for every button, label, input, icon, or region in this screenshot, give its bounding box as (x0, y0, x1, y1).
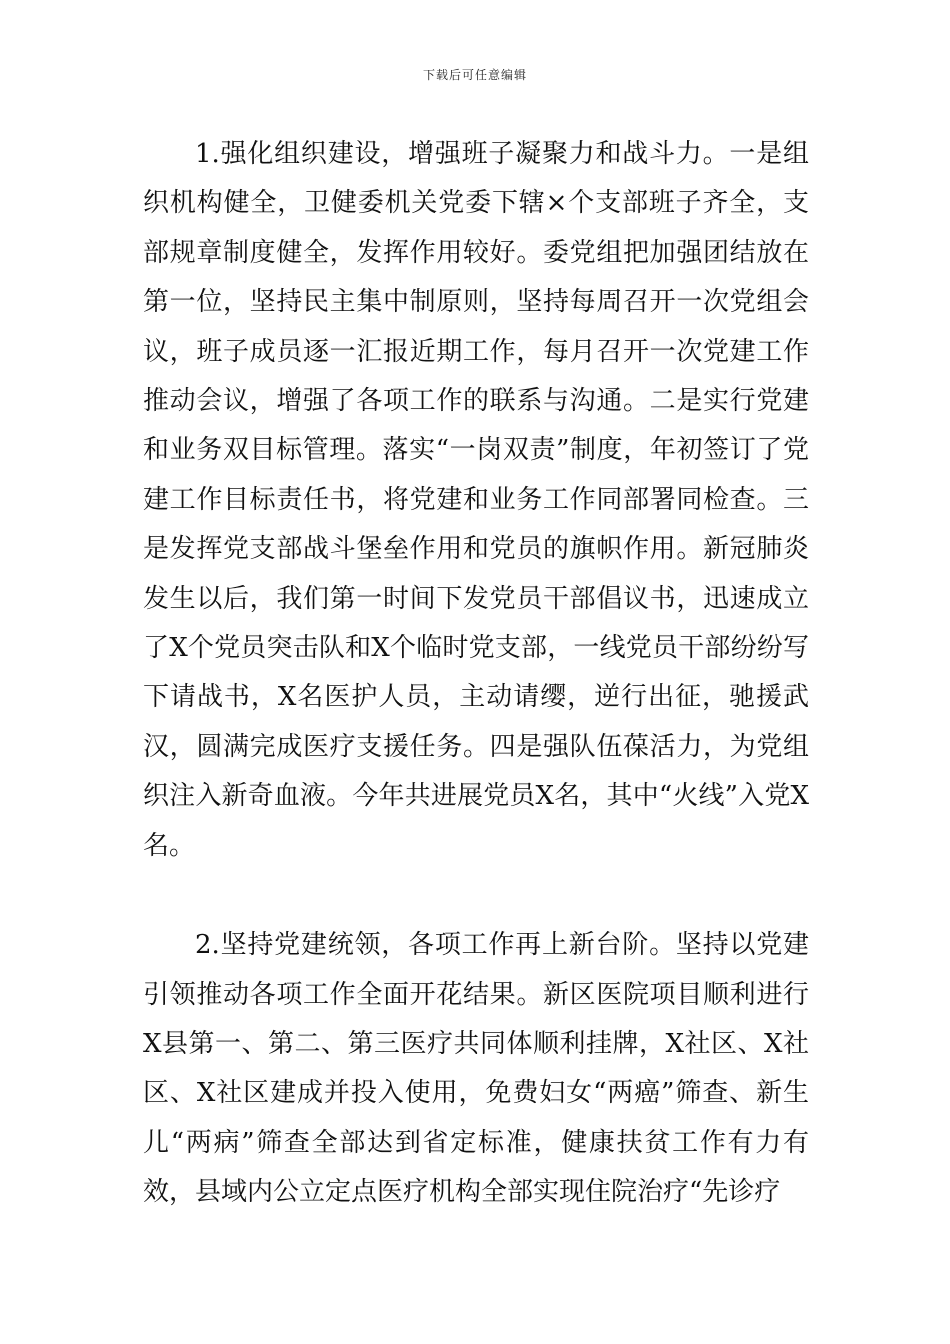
paragraph-2: 2.坚持党建统领，各项工作再上新台阶。坚持以党建引领推动各项工作全面开花结果。新区医院项目顺利进行X县第一、第二、第三医疗共同体顺利挂牌，X社区、X社区、X社区建成并投入使用，免费妇女“两癌”筛查、新生儿“两病”筛查全部达到省定标准，健康扶贫工作有力有效，县域内公立定点医疗机构全部实现住院治疗“先诊疗 (143, 930, 809, 1208)
header-note: 下载后可任意编辑 (422, 68, 527, 82)
document-body (143, 130, 809, 1218)
paragraph-1: 1.强化组织建设，增强班子凝聚力和战斗力。一是组织机构健全，卫健委机关党委下辖×个支部班子齐全，支部规章制度健全，发挥作用较好。委党组把加强团结放在第一位，坚持民主集中制原则，坚持每周召开一次党组会议，班子成员逐一汇报近期工作，每月召开一次党建工作推动会议，增强了各项工作的联系与沟通。二是实行党建和业务双目标管理。落实“一岗双责”制度，年初签订了党建工作目标责任书，将党建和业务工作同部署同检查。三是发挥党支部战斗堡垒作用和党员的旗帜作用。新冠肺炎发生以后，我们第一时间下发党员干部倡议书，迅速成立了X个党员突击队和X个临时党支部，一线党员干部纷纷写下请战书，X名医护人员，主动请缨，逆行出征，驰援武汉，圆满完成医疗支援任务。四是强队伍葆活力，为党组织注入新奇血液。今年共进展党员X名，其中“火线”入党X名。 (143, 139, 809, 861)
